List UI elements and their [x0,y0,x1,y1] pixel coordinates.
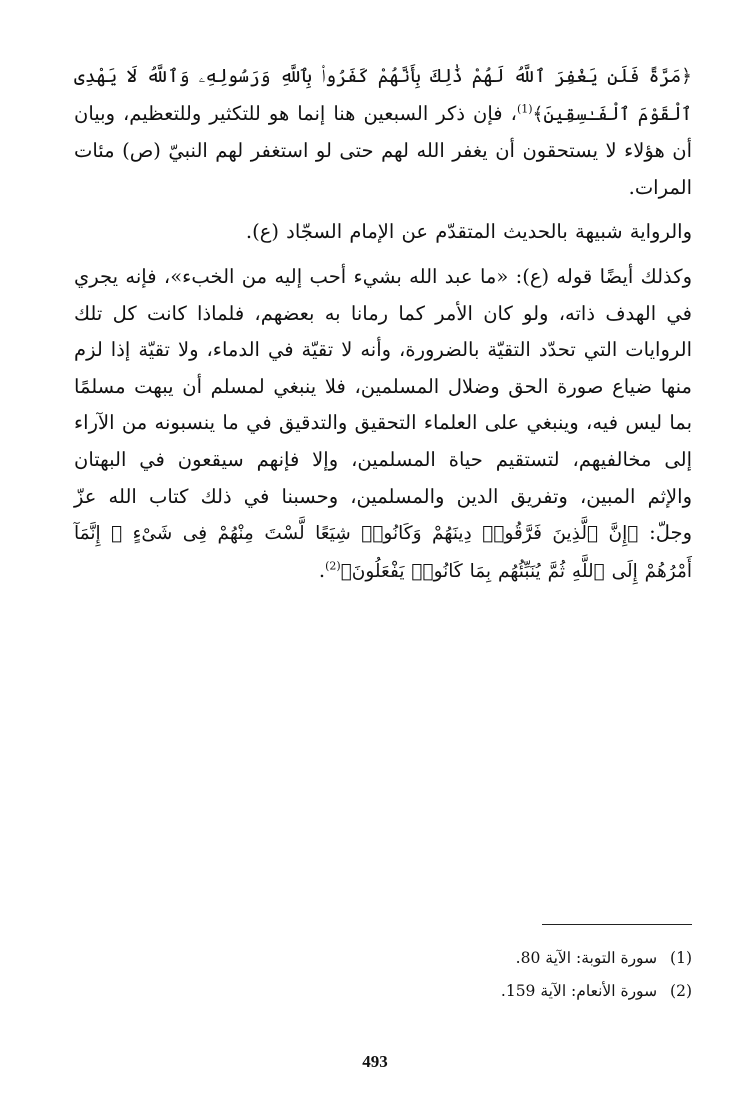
paragraph-end: . [318,558,326,582]
paragraph-text: وكذلك أيضًا قوله (ع): «ما عبد الله بشيء أحب إليه من الخبء»، فإنه يجري في الهدف ذاته، ولو كان الأمر كما رمانا به بعضهم، فلماذا كانت كل تلك الروايات التي تحدّد التقيّة بالضرورة، وأنه لا تقيّة في الدماء، ولا تقيّة إذا لزم منها ضياع صورة الحق وضلال المسلمين، فلا ينبغي لمسلم أن يبهت مسلمًا بما ليس فيه، وينبغي على العلماء التحقيق والتدقيق في ما ينسبونه من الآراء إلى مخالفيهم، لتستقيم حياة المسلمين، وإلا فإنهم سيقعون في البهتان والإثم المبين، وتفريق الدين والمسلمين، وحسبنا في ذلك كتاب الله عزّ وجلّ: [74,264,692,545]
page-number: 493 [362,1052,388,1071]
paragraph-text: ، فإن ذكر السبعين هنا إنما هو للتكثير وللتعظيم، وبيان أن هؤلاء لا يستحقون أن يغفر الله لهم حتى لو استغفر لهم النبيّ (ص) مئات المرات. [74,101,692,199]
quran-verse: ﴿إِنَّ ٱلَّذِينَ فَرَّقُوا۟ دِينَهُمْ وَكَانُوا۟ شِيَعًا لَّسْتَ مِنْهُمْ فِى شَىْءٍ ۚ إِنَّمَآ أَمْرُهُمْ إِلَى ٱللَّهِ ثُمَّ يُنَبِّئُهُم بِمَا كَانُوا۟ يَفْعَلُونَ﴾ [74,523,692,582]
paragraph-2: والرواية شبيهة بالحديث المتقدّم عن الإمام السجّاد (ع). [245,220,692,244]
footnote-text: سورة الأنعام: الآية 159. [500,982,658,1000]
footnote-number: (1) [670,949,692,967]
footnote-divider [542,924,692,925]
footnote-2 [192,975,692,1008]
main-text [74,58,692,590]
quran-verse: ﴿مَرَّةً فَلَن يَغْفِرَ ٱللَّهُ لَهُمْ ذَٰلِكَ بِأَنَّهُمْ كَفَرُوا۟ بِٱللَّهِ وَرَسُولِهِۦ وَٱللَّهُ لَا يَهْدِى ٱلْقَوْمَ ٱلْفَـٰسِقِينَ﴾ [74,66,693,125]
paragraph-1 [74,58,692,206]
footnote-text: سورة التوبة: الآية 80. [515,949,658,967]
paragraph-3 [74,259,692,590]
footnote-number: (2) [670,982,692,1000]
footnote-ref: (1) [516,102,533,116]
footnotes [192,942,692,1008]
footnote-ref: (2) [325,559,341,573]
footnote-1 [192,942,692,975]
